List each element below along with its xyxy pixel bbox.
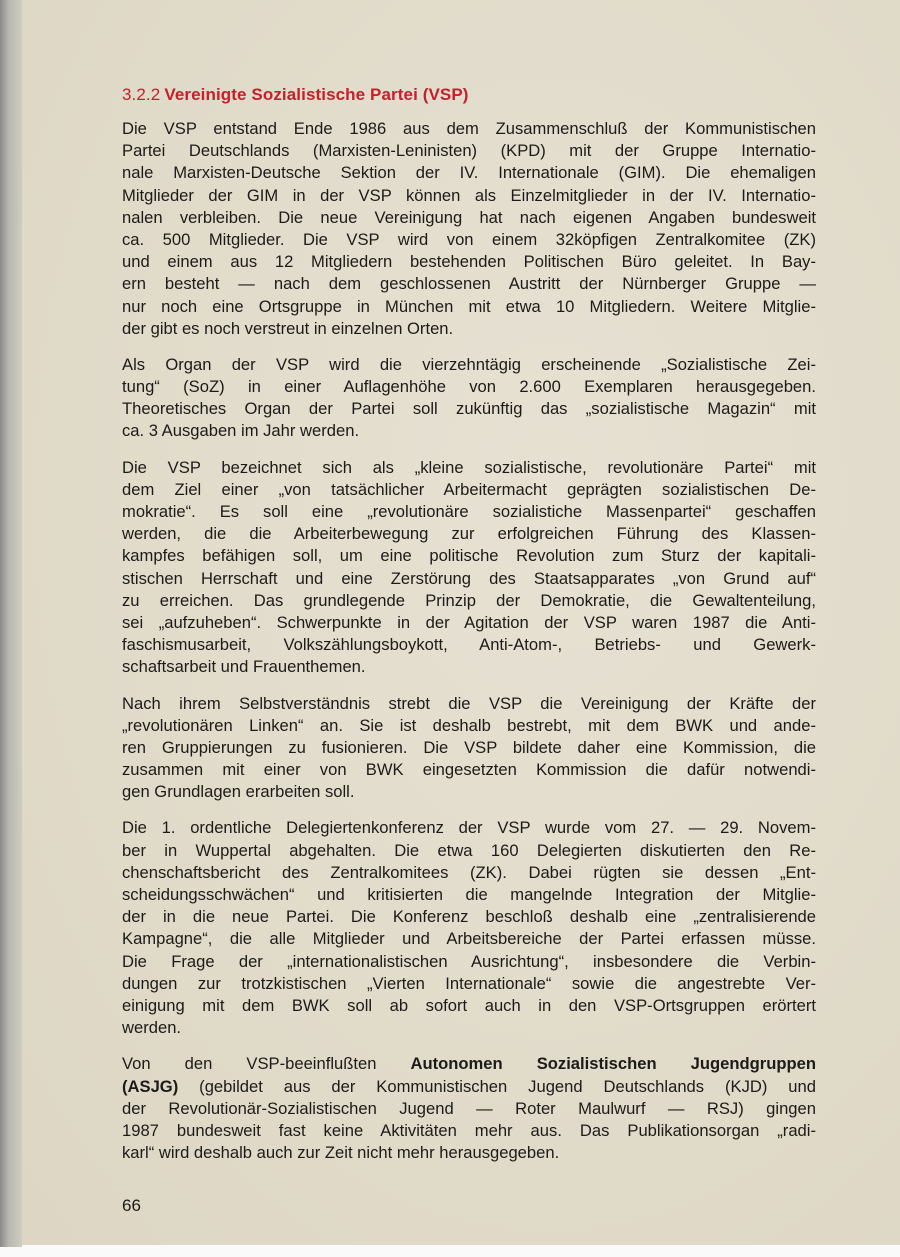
text-line: der gibt es noch verstreut in einzelnen Orten. <box>122 318 454 338</box>
bold-org-name: Autonomen Sozialistischen Jugendgruppen <box>410 1054 816 1074</box>
section-number: 3.2.2 <box>122 85 161 104</box>
bold-org-abbr: (ASJG) <box>122 1076 179 1096</box>
text-line: zu erreichen. Das grundlegende Prinzip der Demokratie, die Gewaltenteilung, <box>122 590 816 610</box>
text-line: gen Grundlagen erarbeiten soll. <box>122 782 355 802</box>
paragraph <box>122 354 816 443</box>
text-line: Kampagne“, die alle Mitglieder und Arbeitsbereiche der Partei erfassen müsse. <box>122 929 816 949</box>
text-line: karl“ wird deshalb auch zur Zeit nicht mehr herausgegeben. <box>122 1143 560 1163</box>
text-line: ca. 500 Mitglieder. Die VSP wird von einem 32köpfigen Zentralkomitee (ZK) <box>122 229 816 249</box>
page-edge-shadow <box>0 0 22 1247</box>
text-line: mokratie“. Es soll eine „revolutionäre sozialistiche Massenpartei“ geschaffen <box>122 502 816 521</box>
text-line: Nach ihrem Selbstverständnis strebt die VSP die Vereinigung der Kräfte der <box>122 693 816 713</box>
text-line: ca. 3 Ausgaben im Jahr werden. <box>122 421 360 441</box>
paragraph-asjg <box>122 1053 816 1164</box>
text-line: ber in Wuppertal abgehalten. Die etwa 160 Delegierten diskutierten den Re- <box>122 840 816 860</box>
paragraph <box>122 118 816 340</box>
text-line: stischen Herrschaft und eine Zerstörung des Staatsapparates „von Grund auf“ <box>122 568 816 588</box>
text-line: „revolutionären Linken“ an. Sie ist deshalb bestrebt, mit dem BWK und ande- <box>122 715 816 735</box>
text-line: Mitglieder der GIM in der VSP können als Einzelmitglieder in der IV. Internatio- <box>122 185 816 205</box>
section-heading <box>122 84 816 106</box>
paragraph <box>122 817 816 1039</box>
text-line: scheidungsschwächen“ und kritisierten die mangelnde Integration der Mitglie- <box>122 885 816 904</box>
text-line: 1987 bundesweit fast keine Aktivitäten mehr aus. Das Publikationsorgan „radi- <box>122 1120 816 1140</box>
text-line: dem Ziel einer „von tatsächlicher Arbeitermacht geprägten sozialistischen De- <box>122 479 816 499</box>
text-line: der in die neue Partei. Die Konferenz beschloß deshalb eine „zentralisierende <box>122 907 816 927</box>
text-line: Die VSP entstand Ende 1986 aus dem Zusammenschluß der Kommunistischen <box>122 119 816 138</box>
text-line: zusammen mit einer von BWK eingesetzten Kommission die dafür notwendi- <box>122 760 816 780</box>
text-line: kampfes befähigen soll, um eine politische Revolution zum Sturz der kapitali- <box>122 546 816 566</box>
text-line: der Revolutionär-Sozialistischen Jugend — Roter Maulwurf — RSJ) gingen <box>122 1098 816 1118</box>
text-line: sei „aufzuheben“. Schwerpunkte in der Agitation der VSP waren 1987 die Anti- <box>122 612 816 632</box>
text-line: nalen verbleiben. Die neue Vereinigung hat nach eigenen Angaben bundesweit <box>122 207 816 227</box>
text: (gebildet aus der Kommunistischen Jugend Deutschlands (KJD) und <box>178 1076 816 1096</box>
text-line: dungen zur trotzkistischen „Vierten Internationale“ sowie die angestrebte Ver- <box>122 973 816 993</box>
scanned-page <box>22 0 900 1245</box>
text-line: ern besteht — nach dem geschlossenen Austritt der Nürnberger Gruppe — <box>122 274 816 294</box>
text-line: ren Gruppierungen zu fusionieren. Die VSP bildete daher eine Kommission, die <box>122 737 816 757</box>
text-line: einigung mit dem BWK soll ab sofort auch in den VSP-Ortsgruppen erörtert <box>122 995 816 1015</box>
text: Von den VSP-beeinflußten <box>122 1054 411 1074</box>
text-line: nale Marxisten-Deutsche Sektion der IV. Internationale (GIM). Die ehemaligen <box>122 163 816 183</box>
text-line: Die Frage der „internationalistischen Ausrichtung“, insbesondere die Verbin- <box>122 951 816 971</box>
text-line: und einem aus 12 Mitgliedern bestehenden Politischen Büro geleitet. In Bay- <box>122 252 816 272</box>
text-line: Die VSP bezeichnet sich als „kleine sozialistische, revolutionäre Partei“ mit <box>122 457 816 477</box>
text-line: nur noch eine Ortsgruppe in München mit etwa 10 Mitgliedern. Weitere Mitglie- <box>122 296 816 316</box>
text-line <box>122 1053 816 1075</box>
paragraph <box>122 457 816 679</box>
page-content <box>122 84 816 1178</box>
section-title: Vereinigte Sozialistische Partei (VSP) <box>164 85 469 104</box>
page-number: 66 <box>122 1196 141 1215</box>
text-line: werden. <box>122 1018 182 1038</box>
text-line: Die 1. ordentliche Delegiertenkonferenz der VSP wurde vom 27. — 29. Novem- <box>122 818 816 838</box>
text-line: tung“ (SoZ) in einer Auflagenhöhe von 2.600 Exemplaren herausgegeben. <box>122 377 816 397</box>
text-line: Theoretisches Organ der Partei soll zukünftig das „sozialistische Magazin“ mit <box>122 399 816 419</box>
paragraphs <box>122 118 816 1039</box>
text-line: werden, die die Arbeiterbewegung zur erfolgreichen Führung des Klassen- <box>122 524 816 544</box>
paragraph <box>122 693 816 804</box>
text-line: Als Organ der VSP wird die vierzehntägig erscheinende „Sozialistische Zei- <box>122 354 816 374</box>
text-line: chenschaftsbericht des Zentralkomitees (ZK). Dabei rügten sie dessen „Ent- <box>122 862 816 882</box>
text-line: Partei Deutschlands (Marxisten-Leninisten) (KPD) mit der Gruppe Internatio- <box>122 141 816 161</box>
text-line: faschismusarbeit, Volkszählungsboykott, Anti-Atom-, Betriebs- und Gewerk- <box>122 635 816 655</box>
text-line <box>122 1076 816 1098</box>
text-line: schaftsarbeit und Frauenthemen. <box>122 657 366 677</box>
